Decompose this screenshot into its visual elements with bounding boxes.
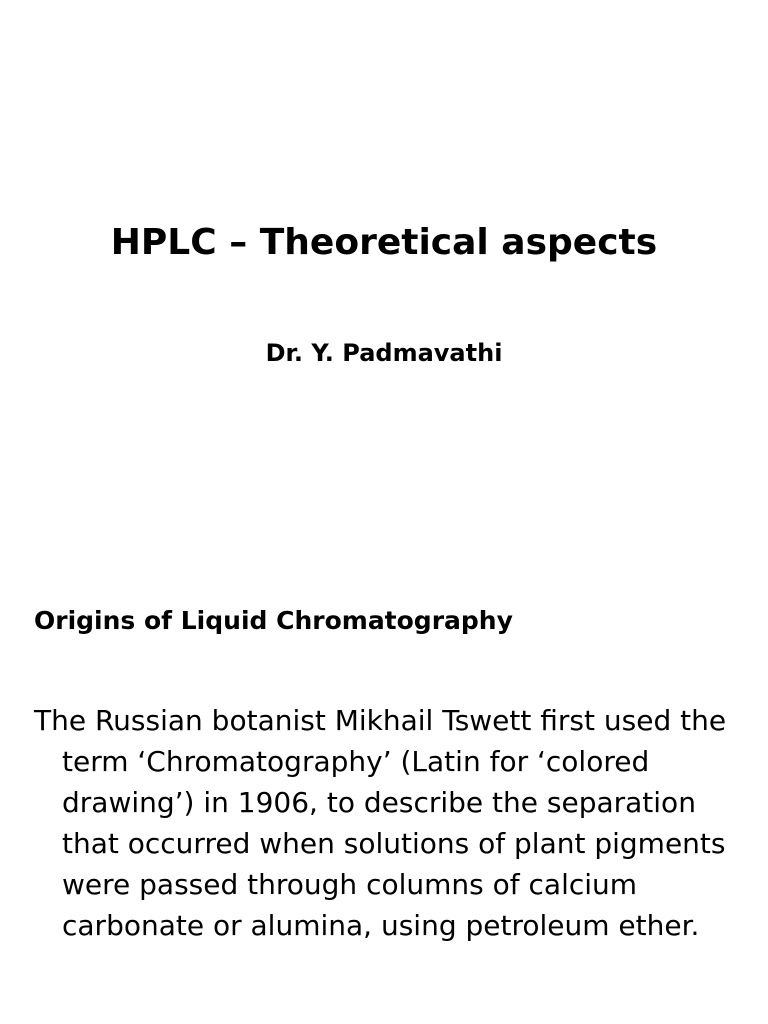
- body-paragraph: [34, 700, 734, 946]
- body-line: were passed through columns of calcium: [62, 868, 638, 901]
- slide-title: HPLC – Theoretical aspects: [110, 222, 658, 263]
- body-line: term ‘Chromatography’ (Latin for ‘colored: [62, 745, 650, 778]
- body-line: drawing’) in 1906, to describe the separation: [62, 786, 696, 819]
- body-line: that occurred when solutions of plant pigments: [62, 827, 726, 860]
- body-line: carbonate or alumina, using petroleum ether.: [62, 909, 700, 942]
- section-heading: Origins of Liquid Chromatography: [34, 606, 513, 635]
- content-slide: [0, 512, 768, 1024]
- author-name: Dr. Y. Padmavathi: [265, 339, 503, 367]
- body-line: The Russian botanist Mikhail Tswett first used the: [34, 704, 727, 737]
